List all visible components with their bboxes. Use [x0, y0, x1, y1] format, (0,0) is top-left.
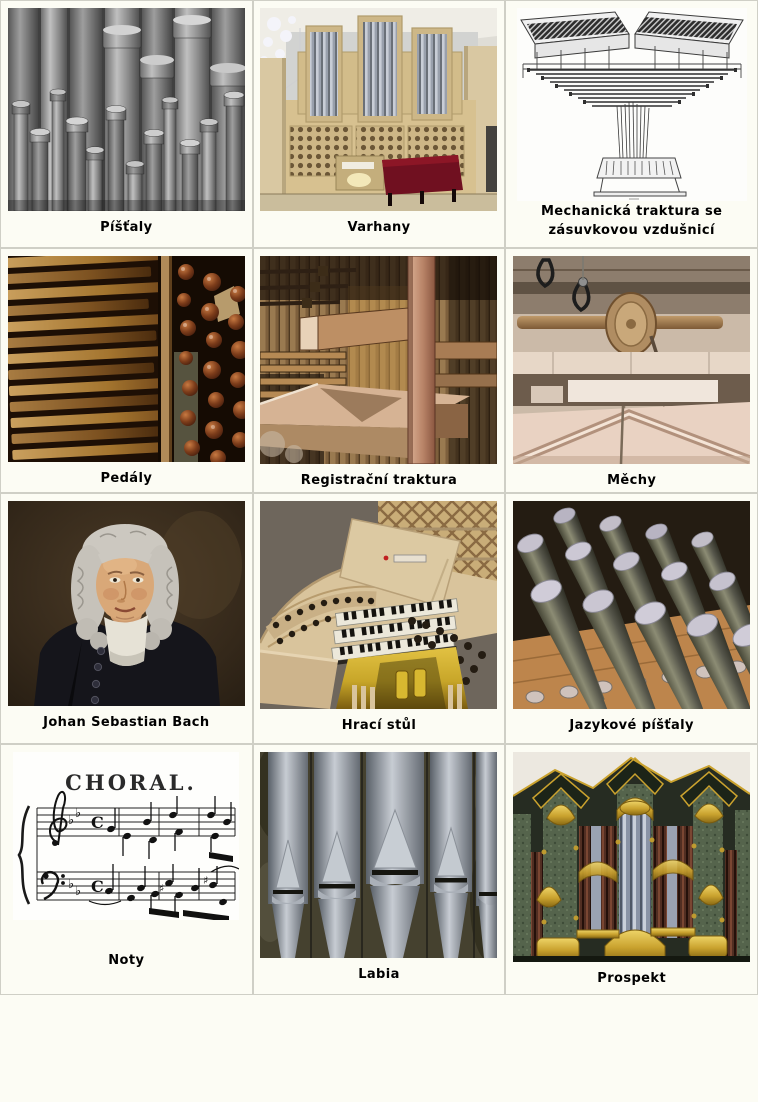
- pipe-mouths-photo: [260, 752, 497, 958]
- caption-registracni-traktura: Registrační traktura: [300, 473, 458, 488]
- gallery-cell: [506, 1, 757, 247]
- svg-text:♭: ♭: [75, 806, 82, 821]
- baroque-organ-facade-photo: [513, 752, 750, 962]
- gallery-cell: [254, 1, 505, 247]
- gallery-cell: [254, 745, 505, 994]
- sheet-music-engraving: [13, 752, 239, 920]
- svg-text:♭: ♭: [68, 813, 75, 828]
- gallery-cell: [1, 1, 252, 247]
- svg-text:♭: ♭: [75, 884, 82, 899]
- mechanical-tracker-action-drawing: [517, 8, 747, 201]
- gallery-cell: [506, 494, 757, 743]
- gallery-cell: [1, 249, 252, 492]
- bellows-pulley-photo: [513, 256, 750, 464]
- stop-action-woodwork-photo: [260, 256, 497, 464]
- svg-text:C: C: [91, 813, 105, 832]
- caption-prospekt: Prospekt: [597, 971, 667, 986]
- gallery-cell: [506, 745, 757, 994]
- caption-noty: Noty: [108, 953, 145, 968]
- gallery-cell: [506, 249, 757, 492]
- organ-pipes-bw-photo: [8, 8, 245, 211]
- caption-jazykove-pistaly: Jazykové píšťaly: [569, 718, 694, 733]
- caption-mechanicka-traktura: Mechanická traktura se zásuvkovou vzdušnicí: [540, 204, 723, 238]
- caption-hraci-stul: Hrací stůl: [341, 718, 417, 733]
- choral-title: CHORAL.: [65, 770, 198, 795]
- caption-bach: Johan Sebastian Bach: [43, 715, 210, 730]
- gallery-cell: [254, 249, 505, 492]
- concert-hall-organ-photo: [260, 8, 497, 211]
- svg-text:C: C: [91, 877, 105, 896]
- reed-pipes-photo: [513, 501, 750, 709]
- gallery-cell: [254, 494, 505, 743]
- svg-text:♯: ♯: [203, 874, 209, 887]
- caption-pedaly: Pedály: [100, 471, 153, 486]
- pedalboard-photo: [8, 256, 245, 462]
- caption-varhany: Varhany: [347, 220, 411, 235]
- gallery-cell: [1, 494, 252, 743]
- gallery-cell: [1, 745, 252, 994]
- caption-pistaly: Píšťaly: [100, 220, 153, 235]
- svg-text:♯: ♯: [159, 882, 165, 895]
- caption-labia: Labia: [358, 967, 400, 982]
- svg-text:♭: ♭: [68, 877, 75, 892]
- organ-console-photo: [260, 501, 497, 709]
- bach-portrait-painting: [8, 501, 245, 706]
- caption-mechy: Měchy: [607, 473, 657, 488]
